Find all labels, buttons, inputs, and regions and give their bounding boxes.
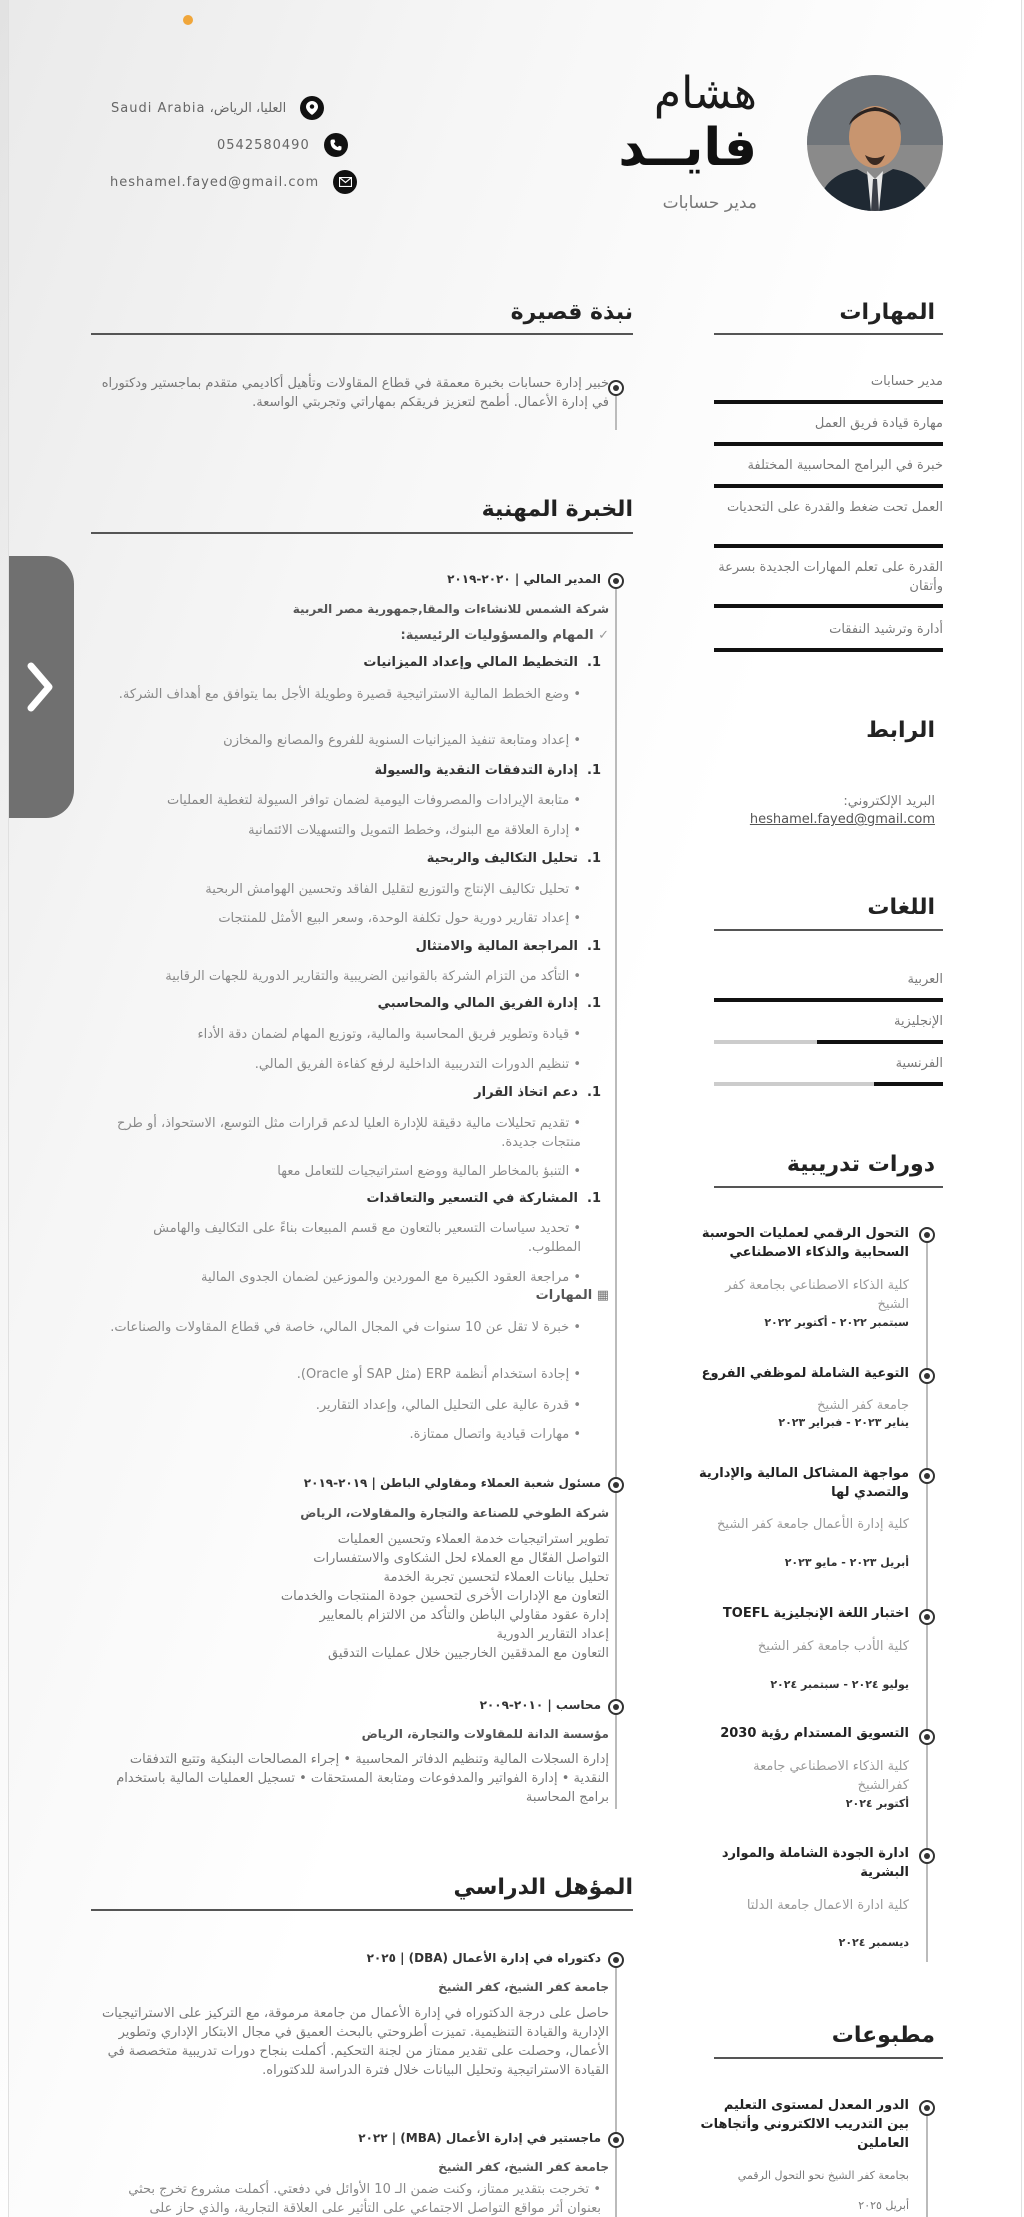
email-link[interactable]: heshamel.fayed@gmail.com [749, 812, 935, 827]
skill-bar [714, 484, 943, 488]
duties-heading: المهام والمسؤوليات الرئيسية: [400, 628, 594, 643]
duty-bullet-text: تحليل تكاليف الإنتاج والتوزيع لتقليل الفاقد وتحسين الهوامش الربحية [205, 882, 570, 897]
summary-timeline [615, 395, 617, 430]
duty-section-heading: 1. تحليل التكاليف والربحية [426, 851, 601, 866]
duty-bullet-text: التنبؤ بالمخاطر المالية ووضع استراتيجيات للتعامل معها [277, 1164, 570, 1179]
course-date: يوليو ٢٠٢٤ - سبتمبر ٢٠٢٤ [770, 1678, 909, 1691]
skill-item: مدير حسابات [870, 374, 943, 389]
duty-bullet-text: متابعة الإيرادات والمصروفات اليومية لضمان توافر السيولة لتغطية العمليات [166, 793, 570, 808]
timeline-dot [608, 1699, 624, 1715]
duty-bullet: • إدارة العلاقة مع البنوك، وخطط التمويل والتسهيلات الائتمانية [248, 823, 581, 838]
skill-item: مهارة قيادة فريق العمل [814, 416, 943, 431]
duty-heading-text: تحليل التكاليف والربحية [426, 851, 578, 866]
duty-section-heading: 1. إدارة الفريق المالي والمحاسبي [377, 996, 601, 1011]
chevron-right-icon [27, 662, 55, 712]
course-title: التوعية الشاملة لموظفي الفروع [701, 1366, 909, 1381]
language-label: العربية [907, 972, 943, 987]
duty-heading-text: إدارة الفريق المالي والمحاسبي [377, 996, 578, 1011]
job-company: مؤسسة الدانة للمقاولات والتجارة، الرياض [361, 1727, 609, 1741]
school-name: جامعة كفر الشيخ، كفر الشيخ [438, 1980, 609, 1994]
duty-bullet: • تحديد سياسات التسعير بالتعاون مع قسم المبيعات بناءً على التكاليف والهامش المطلوب. [153, 1221, 581, 1255]
language-bar [714, 998, 943, 1002]
job-skill-bullet: • قدرة عالية على التحليل المالي، وإعداد التقارير. [315, 1398, 581, 1413]
first-name: هشام [653, 68, 757, 119]
skill-bar [714, 400, 943, 404]
location-icon [300, 96, 324, 120]
course-date: أبريل ٢٠٢٣ - مايو ٢٠٢٣ [784, 1556, 909, 1569]
skill-bar [714, 604, 943, 608]
duty-heading-text: المشاركة في التسعير والتعاقدات [366, 1191, 578, 1206]
experience-title: الخبرة المهنية [481, 497, 633, 522]
experience-timeline [615, 584, 617, 1809]
duty-bullet: • مراجعة العقود الكبيرة مع الموردين والموزعين لضمان الجدوى المالية [200, 1270, 581, 1285]
education-timeline [615, 1968, 617, 2217]
skills-divider [714, 333, 943, 335]
timeline-dot [919, 1609, 935, 1625]
duty-heading-text: إدارة التدفقات النقدية والسيولة [374, 763, 578, 778]
timeline-dot [919, 1729, 935, 1745]
degree-title: دكتوراه في إدارة الأعمال (DBA) | ٢٠٢٥ [366, 1951, 601, 1965]
duty-bullet-text: تنظيم الدورات التدريبية الداخلية لرفع كفاءة الفريق المالي. [254, 1057, 570, 1072]
accent-dot [183, 15, 193, 25]
language-bar [714, 1082, 943, 1086]
resume-page [8, 0, 1022, 2217]
course-date: أكتوبر ٢٠٢٤ [845, 1797, 909, 1810]
job-company: شركة الشمس للانشاءات والمقا,جمهورية مصر العربية [292, 602, 609, 616]
duties-heading-row [401, 628, 609, 643]
contact-location [111, 96, 324, 120]
duty-bullet: • تنظيم الدورات التدريبية الداخلية لرفع كفاءة الفريق المالي. [254, 1057, 581, 1072]
job-title: مدير حسابات [662, 193, 757, 213]
languages-title: اللغات [867, 895, 935, 920]
timeline-dot [608, 573, 624, 589]
course-org: كلية الأدب جامعة كفر الشيخ [757, 1639, 909, 1654]
timeline-dot [608, 1477, 624, 1493]
skill-bar [714, 442, 943, 446]
check-icon: ✓ [593, 628, 609, 643]
email-link-wrap [706, 810, 935, 829]
skill-item: خبرة في البرامج المحاسبية المختلفة [747, 458, 943, 473]
course-title: اختبار اللغة الإنجليزية TOEFL [722, 1606, 909, 1621]
skills-title: المهارات [839, 300, 935, 325]
job-role: المدير المالي | ٢٠٢٠-٢٠١٩ [447, 572, 601, 586]
grid-icon: ▦ [592, 1288, 609, 1303]
duty-section-heading: 1. إدارة التدفقات النقدية والسيولة [374, 763, 601, 778]
duty-bullet: • قيادة وتطوير فريق المحاسبة والمالية، وتوزيع المهام لضمان دقة الأداء [197, 1027, 581, 1042]
skill-bar [714, 544, 943, 548]
job-role: محاسب | ٢٠١٠-٢٠٠٩ [479, 1698, 601, 1712]
degree-title: ماجستير في إدارة الأعمال (MBA) | ٢٠٢٢ [358, 2131, 601, 2145]
publication-org: بجامعة كفر الشيخ نحو التحول الرقمي [737, 2169, 909, 2182]
job-role: مسئول شعبة العملاء ومقاولي الباطن | ٢٠١٩-٢٠١٩ [303, 1476, 601, 1490]
course-org: كلية ادارة الاعمال جامعة الدلتا [746, 1898, 909, 1913]
duty-section-heading: 1. المراجعة المالية والامتثال [415, 939, 601, 954]
timeline-dot [608, 380, 624, 396]
timeline-dot [608, 2132, 624, 2148]
duty-bullet: • متابعة الإيرادات والمصروفات اليومية لضمان توافر السيولة لتغطية العمليات [166, 793, 581, 808]
skill-bar [714, 648, 943, 652]
job-skills-heading-row [536, 1288, 609, 1303]
language-bar [714, 1040, 943, 1044]
duty-bullet: • التأكد من التزام الشركة بالقوانين الضريبية والتقارير الدورية للجهات الرقابية [165, 969, 581, 984]
courses-divider [714, 1186, 943, 1188]
summary-text: خبير إدارة حسابات بخبرة معمقة في قطاع المقاولات وتأهيل أكاديمي متقدم بماجستير ودكتوراه في إدارة الأعمال. أطمح لتعزيز فريقكم بمهاراتي وتجربتي الواسعة. [101, 376, 609, 410]
courses-title: دورات تدريبية [786, 1152, 935, 1177]
course-title: التسويق المستدام رؤية 2030 [720, 1726, 909, 1741]
last-name: فايــد [618, 118, 757, 178]
summary-divider [91, 333, 633, 335]
duty-heading-text: المراجعة المالية والامتثال [415, 939, 578, 954]
phone-icon [324, 133, 348, 157]
duty-bullet-text: تحديد سياسات التسعير بالتعاون مع قسم المبيعات بناءً على التكاليف والهامش المطلوب. [153, 1221, 581, 1255]
duty-bullet: • تقديم تحليلات مالية دقيقة للإدارة العليا لدعم قرارات مثل التوسع، الاستحواذ، أو طرح منتجات جديدة. [116, 1116, 581, 1150]
timeline-dot [919, 1468, 935, 1484]
job-line: إدارة عقود مقاولي الباطن والتأكد من الالتزام بالمعايير [319, 1608, 609, 1623]
course-title: التحول الرقمي لعمليات الحوسبة السحابية والذكاء الاصطناعي [701, 1226, 909, 1260]
duty-heading-text: التخطيط المالي وإعداد الميزانيات [363, 655, 578, 670]
timeline-dot [919, 2100, 935, 2116]
education-title: المؤهل الدراسي [453, 1875, 633, 1900]
degree-text: حاصل على درجة الدكتوراه في إدارة الأعمال من جامعة مرموقة، مع التركيز على الاستراتيجيات الإدارية والقيادة التنظيمية. تميزت أطروحتي بالبحث العميق في مجال الابتكار الإداري وتطوير الأعمال، وحصلت على تقدير ممتاز من لجنة التحكيم. أكملت بنجاح دورات تدريبية متخصصة في القيادة الاستراتيجية وتحليل البيانات خلال فترة الدراسة للدكتوراه. [101, 2006, 609, 2078]
phone-text: 0542580490 [217, 137, 310, 153]
duty-bullet-text: التأكد من التزام الشركة بالقوانين الضريبية والتقارير الدورية للجهات الرقابية [165, 969, 570, 984]
summary-title: نبذة قصيرة [510, 300, 633, 325]
languages-divider [714, 929, 943, 931]
duty-heading-text: دعم اتخاذ القرار [474, 1085, 578, 1100]
job-line: التواصل الفعّال مع العملاء لحل الشكاوى والاستفسارات [313, 1551, 609, 1566]
publication-date: أبريل ٢٠٢٥ [858, 2199, 909, 2212]
duty-bullet: • إعداد ومتابعة تنفيذ الميزانيات السنوية للفروع والمصانع والمخازن [223, 733, 581, 748]
course-title: ادارة الجودة الشاملة والموارد البشرية [721, 1846, 909, 1880]
links-title: الرابط [866, 718, 935, 743]
job-skill-text: قدرة عالية على التحليل المالي، وإعداد التقارير. [315, 1398, 570, 1413]
job-line: تحليل بيانات العملاء لتحسين تجربة الخدمة [383, 1570, 609, 1585]
duty-bullet: • تحليل تكاليف الإنتاج والتوزيع لتقليل الفاقد وتحسين الهوامش الربحية [205, 882, 581, 897]
job-company: شركة الطوخي للصناعة والتجارة والمقاولات، الرياض [300, 1506, 609, 1520]
job-text: إدارة السجلات المالية وتنظيم الدفاتر المحاسبية • إجراء المصالحات البنكية وتتبع التدفقات النقدية • إدارة الفواتير والمدفوعات ومتابعة المستحقات • تسجيل العمليات المالية باستخدام برامج المحاسبة [116, 1752, 609, 1805]
job-lines [89, 1530, 609, 1663]
job-skill-text: إجادة استخدام أنظمة ERP (مثل SAP أو Oracle). [296, 1367, 570, 1382]
contact-email [110, 170, 357, 194]
publications-divider [714, 2057, 943, 2059]
language-label: الفرنسية [895, 1056, 943, 1071]
course-date: سبتمبر ٢٠٢٢ - أكتوبر ٢٠٢٢ [764, 1316, 909, 1329]
timeline-dot [919, 1368, 935, 1384]
duty-bullet-text: إدارة العلاقة مع البنوك، وخطط التمويل والتسهيلات الائتمانية [248, 823, 570, 838]
job-skills-heading: المهارات [535, 1288, 593, 1303]
course-org: كلية الذكاء الاصطناعي جامعة كفرالشيخ [753, 1759, 909, 1793]
course-org: كلية الذكاء الاصطناعي بجامعة كفر الشيخ [725, 1278, 909, 1312]
job-skill-bullet: • خبرة لا تقل عن 10 سنوات في المجال المالي، خاصة في قطاع المقاولات والصناعات. [110, 1320, 581, 1335]
job-line: إعداد التقارير الدورية [496, 1627, 609, 1642]
duty-bullet-text: إعداد ومتابعة تنفيذ الميزانيات السنوية للفروع والمصانع والمخازن [223, 733, 570, 748]
email-icon [333, 170, 357, 194]
duty-bullet-text: قيادة وتطوير فريق المحاسبة والمالية، وتوزيع المهام لضمان دقة الأداء [197, 1027, 570, 1042]
skill-item: العمل تحت ضغط والقدرة على التحديات [726, 500, 943, 515]
course-date: ديسمبر ٢٠٢٤ [838, 1936, 909, 1949]
school-name: جامعة كفر الشيخ، كفر الشيخ [438, 2160, 609, 2174]
timeline-dot [919, 1848, 935, 1864]
job-skill-text: مهارات قيادية واتصال ممتازة. [409, 1427, 570, 1442]
publications-title: مطبوعات [831, 2023, 935, 2048]
publication-title: الدور المعدل لمستوى التعليم بين التدريب الالكتروني وأتجاهات العاملين [700, 2098, 909, 2151]
email-text: heshamel.fayed@gmail.com [110, 174, 320, 190]
previous-page-button[interactable] [9, 556, 74, 818]
job-skill-bullet: • مهارات قيادية واتصال ممتازة. [409, 1427, 581, 1442]
email-label: البريد الإلكتروني: [843, 794, 935, 809]
job-skill-bullet: • إجادة استخدام أنظمة ERP (مثل SAP أو Oracle). [296, 1367, 581, 1382]
experience-divider [91, 532, 633, 534]
duty-bullet-text: مراجعة العقود الكبيرة مع الموردين والموزعين لضمان الجدوى المالية [200, 1270, 570, 1285]
course-date: يناير ٢٠٢٣ - فبراير ٢٠٢٣ [778, 1416, 909, 1429]
duty-bullet-text: إعداد تقارير دورية حول تكلفة الوحدة، وسعر البيع الأمثل للمنتجات [218, 911, 570, 926]
duty-bullet: • التنبؤ بالمخاطر المالية ووضع استراتيجيات للتعامل معها [277, 1164, 581, 1179]
duty-bullet: • وضع الخطط المالية الاستراتيجية قصيرة وطويلة الأجل بما يتوافق مع أهداف الشركة. [118, 687, 581, 702]
course-org: كلية إدارة الأعمال جامعة كفر الشيخ [717, 1517, 909, 1532]
skill-item: القدرة على تعلم المهارات الجديدة بسرعة وأتقان [718, 560, 943, 594]
skill-item: أدارة وترشيد النفقات [829, 622, 943, 637]
education-divider [91, 1909, 633, 1911]
job-line: تطوير استراتيجيات خدمة العملاء وتحسين العمليات [337, 1532, 609, 1547]
location-text: العليا، الرياض، Saudi Arabia [111, 100, 287, 116]
language-label: الإنجليزية [893, 1014, 943, 1029]
duty-bullet-text: تقديم تحليلات مالية دقيقة للإدارة العليا لدعم قرارات مثل التوسع، الاستحواذ، أو طرح منتجات جديدة. [116, 1116, 581, 1150]
language-bar-track [714, 1040, 817, 1044]
degree-bullet-text: تخرجت بتقدير ممتاز، وكنت ضمن الـ 10 الأوائل في دفعتي. أكملت مشروع تخرج بحثي بعنوان أثر مواقع التواصل الاجتماعي على التأثير على العلاقة التجارية، والذي حاز على [128, 2182, 601, 2216]
timeline-dot [608, 1952, 624, 1968]
course-org: جامعة كفر الشيخ [817, 1398, 909, 1413]
language-bar-track [714, 1082, 874, 1086]
profile-photo [807, 75, 943, 211]
job-skill-text: خبرة لا تقل عن 10 سنوات في المجال المالي، خاصة في قطاع المقاولات والصناعات. [110, 1320, 570, 1335]
contact-phone [217, 133, 348, 157]
duty-section-heading: 1. دعم اتخاذ القرار [474, 1085, 601, 1100]
duty-bullet: • إعداد تقارير دورية حول تكلفة الوحدة، وسعر البيع الأمثل للمنتجات [218, 911, 581, 926]
duty-bullet-text: وضع الخطط المالية الاستراتيجية قصيرة وطويلة الأجل بما يتوافق مع أهداف الشركة. [118, 687, 570, 702]
duty-section-heading: 1. المشاركة في التسعير والتعاقدات [366, 1191, 601, 1206]
timeline-dot [919, 1227, 935, 1243]
job-line: التعاون مع الإدارات الأخرى لتحسين جودة المنتجات والخدمات [280, 1589, 609, 1604]
job-line: التعاون مع المدققين الخارجيين خلال عمليات التدقيق [328, 1646, 609, 1661]
course-title: مواجهة المشاكل المالية والإدارية والتصدي لها [699, 1466, 909, 1500]
publications-timeline [926, 2110, 928, 2217]
degree-bullet: • تخرجت بتقدير ممتاز، وكنت ضمن الـ 10 الأوائل في دفعتي. أكملت مشروع تخرج بحثي بعنوان أثر مواقع التواصل الاجتماعي على التأثير على العلاقة التجارية، والذي حاز على [128, 2182, 601, 2216]
duty-section-heading: 1. التخطيط المالي وإعداد الميزانيات [363, 655, 601, 670]
